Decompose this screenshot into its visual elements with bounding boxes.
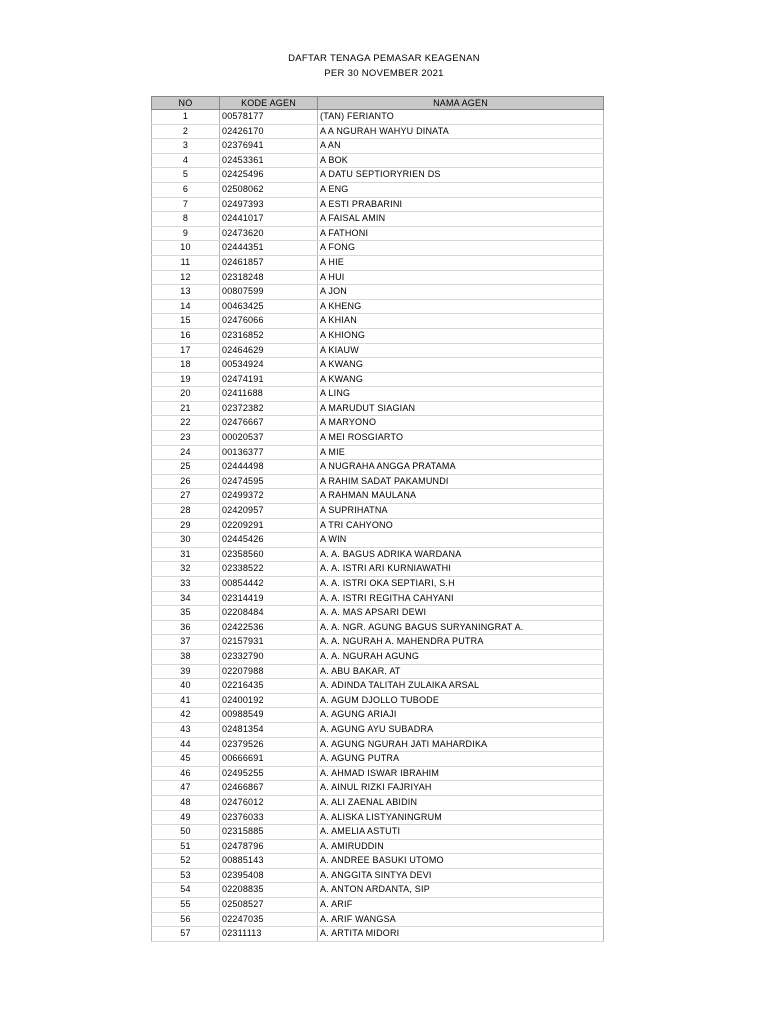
table-row — [152, 620, 604, 635]
cell-kode-agen: 02400192 — [220, 693, 318, 708]
cell-kode-agen: 02315885 — [220, 825, 318, 840]
cell-kode-agen: 02425496 — [220, 168, 318, 183]
table-row — [152, 664, 604, 679]
cell-nama-agen: A. ANDREE BASUKI UTOMO — [318, 854, 604, 869]
cell-no: 11 — [152, 255, 220, 270]
cell-nama-agen: A DATU SEPTIORYRIEN DS — [318, 168, 604, 183]
cell-no: 23 — [152, 431, 220, 446]
cell-no: 46 — [152, 766, 220, 781]
cell-no: 53 — [152, 868, 220, 883]
header-no: NO — [152, 97, 220, 110]
cell-nama-agen: A SUPRIHATNA — [318, 504, 604, 519]
cell-nama-agen: A HUI — [318, 270, 604, 285]
cell-kode-agen: 02207988 — [220, 664, 318, 679]
cell-kode-agen: 02318248 — [220, 270, 318, 285]
table-row — [152, 328, 604, 343]
cell-no: 38 — [152, 649, 220, 664]
table-row — [152, 285, 604, 300]
cell-nama-agen: A. ANTON ARDANTA, SIP — [318, 883, 604, 898]
cell-kode-agen: 00885143 — [220, 854, 318, 869]
cell-no: 57 — [152, 927, 220, 942]
cell-nama-agen: A. ARIF — [318, 898, 604, 913]
cell-no: 18 — [152, 358, 220, 373]
cell-no: 34 — [152, 591, 220, 606]
cell-kode-agen: 02316852 — [220, 328, 318, 343]
table-row — [152, 839, 604, 854]
cell-no: 21 — [152, 401, 220, 416]
cell-no: 15 — [152, 314, 220, 329]
table-row — [152, 533, 604, 548]
cell-kode-agen: 02338522 — [220, 562, 318, 577]
cell-no: 26 — [152, 474, 220, 489]
cell-nama-agen: A. AMELIA ASTUTI — [318, 825, 604, 840]
cell-no: 40 — [152, 679, 220, 694]
table-row — [152, 810, 604, 825]
cell-nama-agen: A MIE — [318, 445, 604, 460]
cell-nama-agen: A. A. NGR. AGUNG BAGUS SURYANINGRAT A. — [318, 620, 604, 635]
table-row — [152, 489, 604, 504]
cell-nama-agen: A TRI CAHYONO — [318, 518, 604, 533]
cell-no: 51 — [152, 839, 220, 854]
cell-no: 20 — [152, 387, 220, 402]
cell-kode-agen: 02476012 — [220, 795, 318, 810]
cell-kode-agen: 02497393 — [220, 197, 318, 212]
table-row — [152, 110, 604, 125]
cell-nama-agen: A ESTI PRABARINI — [318, 197, 604, 212]
table-body — [152, 110, 604, 942]
cell-kode-agen: 02311113 — [220, 927, 318, 942]
cell-nama-agen: A KHIAN — [318, 314, 604, 329]
cell-nama-agen: A LING — [318, 387, 604, 402]
cell-nama-agen: A RAHMAN MAULANA — [318, 489, 604, 504]
cell-no: 19 — [152, 372, 220, 387]
table-row — [152, 635, 604, 650]
table-row — [152, 898, 604, 913]
cell-kode-agen: 02445426 — [220, 533, 318, 548]
cell-kode-agen: 02395408 — [220, 868, 318, 883]
table-row — [152, 912, 604, 927]
cell-nama-agen: A. AGUNG PUTRA — [318, 752, 604, 767]
cell-no: 28 — [152, 504, 220, 519]
cell-kode-agen: 02209291 — [220, 518, 318, 533]
table-row — [152, 241, 604, 256]
cell-kode-agen: 02208835 — [220, 883, 318, 898]
table-row — [152, 693, 604, 708]
cell-kode-agen: 02473620 — [220, 226, 318, 241]
cell-nama-agen: A. ARTITA MIDORI — [318, 927, 604, 942]
cell-kode-agen: 02461857 — [220, 255, 318, 270]
cell-no: 9 — [152, 226, 220, 241]
cell-no: 12 — [152, 270, 220, 285]
cell-no: 55 — [152, 898, 220, 913]
cell-nama-agen: A. AGUNG NGURAH JATI MAHARDIKA — [318, 737, 604, 752]
cell-nama-agen: A. AGUNG AYU SUBADRA — [318, 722, 604, 737]
cell-nama-agen: A. A. ISTRI REGITHA CAHYANI — [318, 591, 604, 606]
cell-kode-agen: 02508062 — [220, 182, 318, 197]
cell-no: 45 — [152, 752, 220, 767]
table-row — [152, 212, 604, 227]
cell-no: 43 — [152, 722, 220, 737]
cell-nama-agen: A FONG — [318, 241, 604, 256]
cell-kode-agen: 02358560 — [220, 547, 318, 562]
table-row — [152, 153, 604, 168]
cell-no: 44 — [152, 737, 220, 752]
table-row — [152, 255, 604, 270]
cell-nama-agen: A A NGURAH WAHYU DINATA — [318, 124, 604, 139]
cell-nama-agen: A ENG — [318, 182, 604, 197]
cell-kode-agen: 02420957 — [220, 504, 318, 519]
cell-no: 31 — [152, 547, 220, 562]
cell-kode-agen: 02379526 — [220, 737, 318, 752]
cell-kode-agen: 00988549 — [220, 708, 318, 723]
table-row — [152, 431, 604, 446]
cell-kode-agen: 02453361 — [220, 153, 318, 168]
cell-kode-agen: 00020537 — [220, 431, 318, 446]
cell-kode-agen: 02466867 — [220, 781, 318, 796]
cell-no: 33 — [152, 577, 220, 592]
cell-nama-agen: A KHIONG — [318, 328, 604, 343]
table-row — [152, 401, 604, 416]
cell-no: 52 — [152, 854, 220, 869]
cell-no: 47 — [152, 781, 220, 796]
cell-kode-agen: 02376033 — [220, 810, 318, 825]
cell-nama-agen: A MARYONO — [318, 416, 604, 431]
cell-nama-agen: A HIE — [318, 255, 604, 270]
cell-no: 2 — [152, 124, 220, 139]
cell-no: 22 — [152, 416, 220, 431]
cell-kode-agen: 02444351 — [220, 241, 318, 256]
cell-no: 25 — [152, 460, 220, 475]
cell-nama-agen: A. AGUNG ARIAJI — [318, 708, 604, 723]
cell-no: 16 — [152, 328, 220, 343]
cell-kode-agen: 02332790 — [220, 649, 318, 664]
table-row — [152, 445, 604, 460]
table-row — [152, 299, 604, 314]
cell-nama-agen: A WIN — [318, 533, 604, 548]
table-row — [152, 460, 604, 475]
table-row — [152, 547, 604, 562]
cell-nama-agen: A. ABU BAKAR. AT — [318, 664, 604, 679]
cell-no: 8 — [152, 212, 220, 227]
cell-no: 35 — [152, 606, 220, 621]
cell-no: 56 — [152, 912, 220, 927]
cell-no: 4 — [152, 153, 220, 168]
cell-no: 30 — [152, 533, 220, 548]
cell-no: 5 — [152, 168, 220, 183]
cell-kode-agen: 02508527 — [220, 898, 318, 913]
header-nama-agen: NAMA AGEN — [318, 97, 604, 110]
cell-kode-agen: 02422536 — [220, 620, 318, 635]
cell-kode-agen: 02216435 — [220, 679, 318, 694]
table-row — [152, 182, 604, 197]
header-kode-agen: KODE AGEN — [220, 97, 318, 110]
cell-kode-agen: 02444498 — [220, 460, 318, 475]
table-row — [152, 722, 604, 737]
table-row — [152, 197, 604, 212]
cell-kode-agen: 00807599 — [220, 285, 318, 300]
table-row — [152, 737, 604, 752]
table-header-row — [152, 97, 604, 110]
cell-kode-agen: 00578177 — [220, 110, 318, 125]
table-row — [152, 795, 604, 810]
table-row — [152, 868, 604, 883]
cell-no: 32 — [152, 562, 220, 577]
table-row — [152, 314, 604, 329]
table-row — [152, 474, 604, 489]
table-row — [152, 766, 604, 781]
cell-nama-agen: A JON — [318, 285, 604, 300]
table-row — [152, 591, 604, 606]
cell-no: 27 — [152, 489, 220, 504]
table-row — [152, 825, 604, 840]
cell-no: 48 — [152, 795, 220, 810]
table-row — [152, 124, 604, 139]
cell-nama-agen: A RAHIM SADAT PAKAMUNDI — [318, 474, 604, 489]
cell-nama-agen: A MARUDUT SIAGIAN — [318, 401, 604, 416]
cell-nama-agen: A FAISAL AMIN — [318, 212, 604, 227]
cell-kode-agen: 02481354 — [220, 722, 318, 737]
cell-kode-agen: 02376941 — [220, 139, 318, 154]
cell-kode-agen: 02495255 — [220, 766, 318, 781]
cell-nama-agen: A. AHMAD ISWAR IBRAHIM — [318, 766, 604, 781]
cell-kode-agen: 02372382 — [220, 401, 318, 416]
cell-no: 1 — [152, 110, 220, 125]
cell-no: 17 — [152, 343, 220, 358]
document-title: DAFTAR TENAGA PEMASAR KEAGENAN — [288, 53, 480, 64]
table-row — [152, 752, 604, 767]
cell-kode-agen: 02157931 — [220, 635, 318, 650]
cell-kode-agen: 02441017 — [220, 212, 318, 227]
table-row — [152, 139, 604, 154]
cell-no: 37 — [152, 635, 220, 650]
table-row — [152, 372, 604, 387]
cell-nama-agen: A. ANGGITA SINTYA DEVI — [318, 868, 604, 883]
cell-no: 41 — [152, 693, 220, 708]
cell-no: 6 — [152, 182, 220, 197]
cell-nama-agen: A. AMIRUDDIN — [318, 839, 604, 854]
cell-nama-agen: A. ALI ZAENAL ABIDIN — [318, 795, 604, 810]
cell-kode-agen: 00463425 — [220, 299, 318, 314]
cell-no: 39 — [152, 664, 220, 679]
table-row — [152, 679, 604, 694]
cell-nama-agen: A. ALISKA LISTYANINGRUM — [318, 810, 604, 825]
table-row — [152, 927, 604, 942]
cell-nama-agen: A NUGRAHA ANGGA PRATAMA — [318, 460, 604, 475]
cell-kode-agen: 02476066 — [220, 314, 318, 329]
cell-nama-agen: A KIAUW — [318, 343, 604, 358]
cell-kode-agen: 00534924 — [220, 358, 318, 373]
cell-kode-agen: 02478796 — [220, 839, 318, 854]
cell-kode-agen: 02499372 — [220, 489, 318, 504]
cell-nama-agen: A BOK — [318, 153, 604, 168]
agent-table — [151, 96, 604, 942]
cell-kode-agen: 02314419 — [220, 591, 318, 606]
cell-kode-agen: 02411688 — [220, 387, 318, 402]
cell-nama-agen: A MEI ROSGIARTO — [318, 431, 604, 446]
table-row — [152, 562, 604, 577]
table-row — [152, 504, 604, 519]
table-row — [152, 518, 604, 533]
cell-no: 14 — [152, 299, 220, 314]
cell-kode-agen: 02208484 — [220, 606, 318, 621]
document-subtitle: PER 30 NOVEMBER 2021 — [324, 68, 444, 79]
table-row — [152, 226, 604, 241]
cell-kode-agen: 02474191 — [220, 372, 318, 387]
table-row — [152, 358, 604, 373]
cell-nama-agen: A. ADINDA TALITAH ZULAIKA ARSAL — [318, 679, 604, 694]
table-row — [152, 649, 604, 664]
cell-nama-agen: A FATHONI — [318, 226, 604, 241]
cell-nama-agen: A. AINUL RIZKI FAJRIYAH — [318, 781, 604, 796]
table-row — [152, 416, 604, 431]
cell-nama-agen: A KHENG — [318, 299, 604, 314]
cell-nama-agen: A. A. ISTRI OKA SEPTIARI, S.H — [318, 577, 604, 592]
table-row — [152, 577, 604, 592]
cell-kode-agen: 02474595 — [220, 474, 318, 489]
cell-kode-agen: 02247035 — [220, 912, 318, 927]
cell-no: 29 — [152, 518, 220, 533]
table-row — [152, 343, 604, 358]
table-row — [152, 387, 604, 402]
table-row — [152, 854, 604, 869]
table-row — [152, 270, 604, 285]
cell-nama-agen: A. A. NGURAH AGUNG — [318, 649, 604, 664]
cell-nama-agen: A KWANG — [318, 372, 604, 387]
cell-kode-agen: 02426170 — [220, 124, 318, 139]
cell-no: 36 — [152, 620, 220, 635]
cell-nama-agen: A. A. MAS APSARI DEWI — [318, 606, 604, 621]
cell-nama-agen: A KWANG — [318, 358, 604, 373]
cell-no: 7 — [152, 197, 220, 212]
cell-no: 42 — [152, 708, 220, 723]
cell-kode-agen: 00136377 — [220, 445, 318, 460]
cell-no: 50 — [152, 825, 220, 840]
cell-kode-agen: 00854442 — [220, 577, 318, 592]
table-row — [152, 883, 604, 898]
cell-nama-agen: A. ARIF WANGSA — [318, 912, 604, 927]
cell-kode-agen: 02464629 — [220, 343, 318, 358]
cell-nama-agen: A AN — [318, 139, 604, 154]
table-row — [152, 781, 604, 796]
cell-no: 49 — [152, 810, 220, 825]
cell-no: 10 — [152, 241, 220, 256]
cell-kode-agen: 02476667 — [220, 416, 318, 431]
table-row — [152, 168, 604, 183]
cell-nama-agen: A. AGUM DJOLLO TUBODE — [318, 693, 604, 708]
cell-no: 13 — [152, 285, 220, 300]
cell-no: 3 — [152, 139, 220, 154]
cell-nama-agen: A. A. NGURAH A. MAHENDRA PUTRA — [318, 635, 604, 650]
cell-nama-agen: A. A. ISTRI ARI KURNIAWATHI — [318, 562, 604, 577]
cell-kode-agen: 00666691 — [220, 752, 318, 767]
cell-nama-agen: A. A. BAGUS ADRIKA WARDANA — [318, 547, 604, 562]
table-row — [152, 606, 604, 621]
cell-nama-agen: (TAN) FERIANTO — [318, 110, 604, 125]
table-row — [152, 708, 604, 723]
cell-no: 54 — [152, 883, 220, 898]
cell-no: 24 — [152, 445, 220, 460]
